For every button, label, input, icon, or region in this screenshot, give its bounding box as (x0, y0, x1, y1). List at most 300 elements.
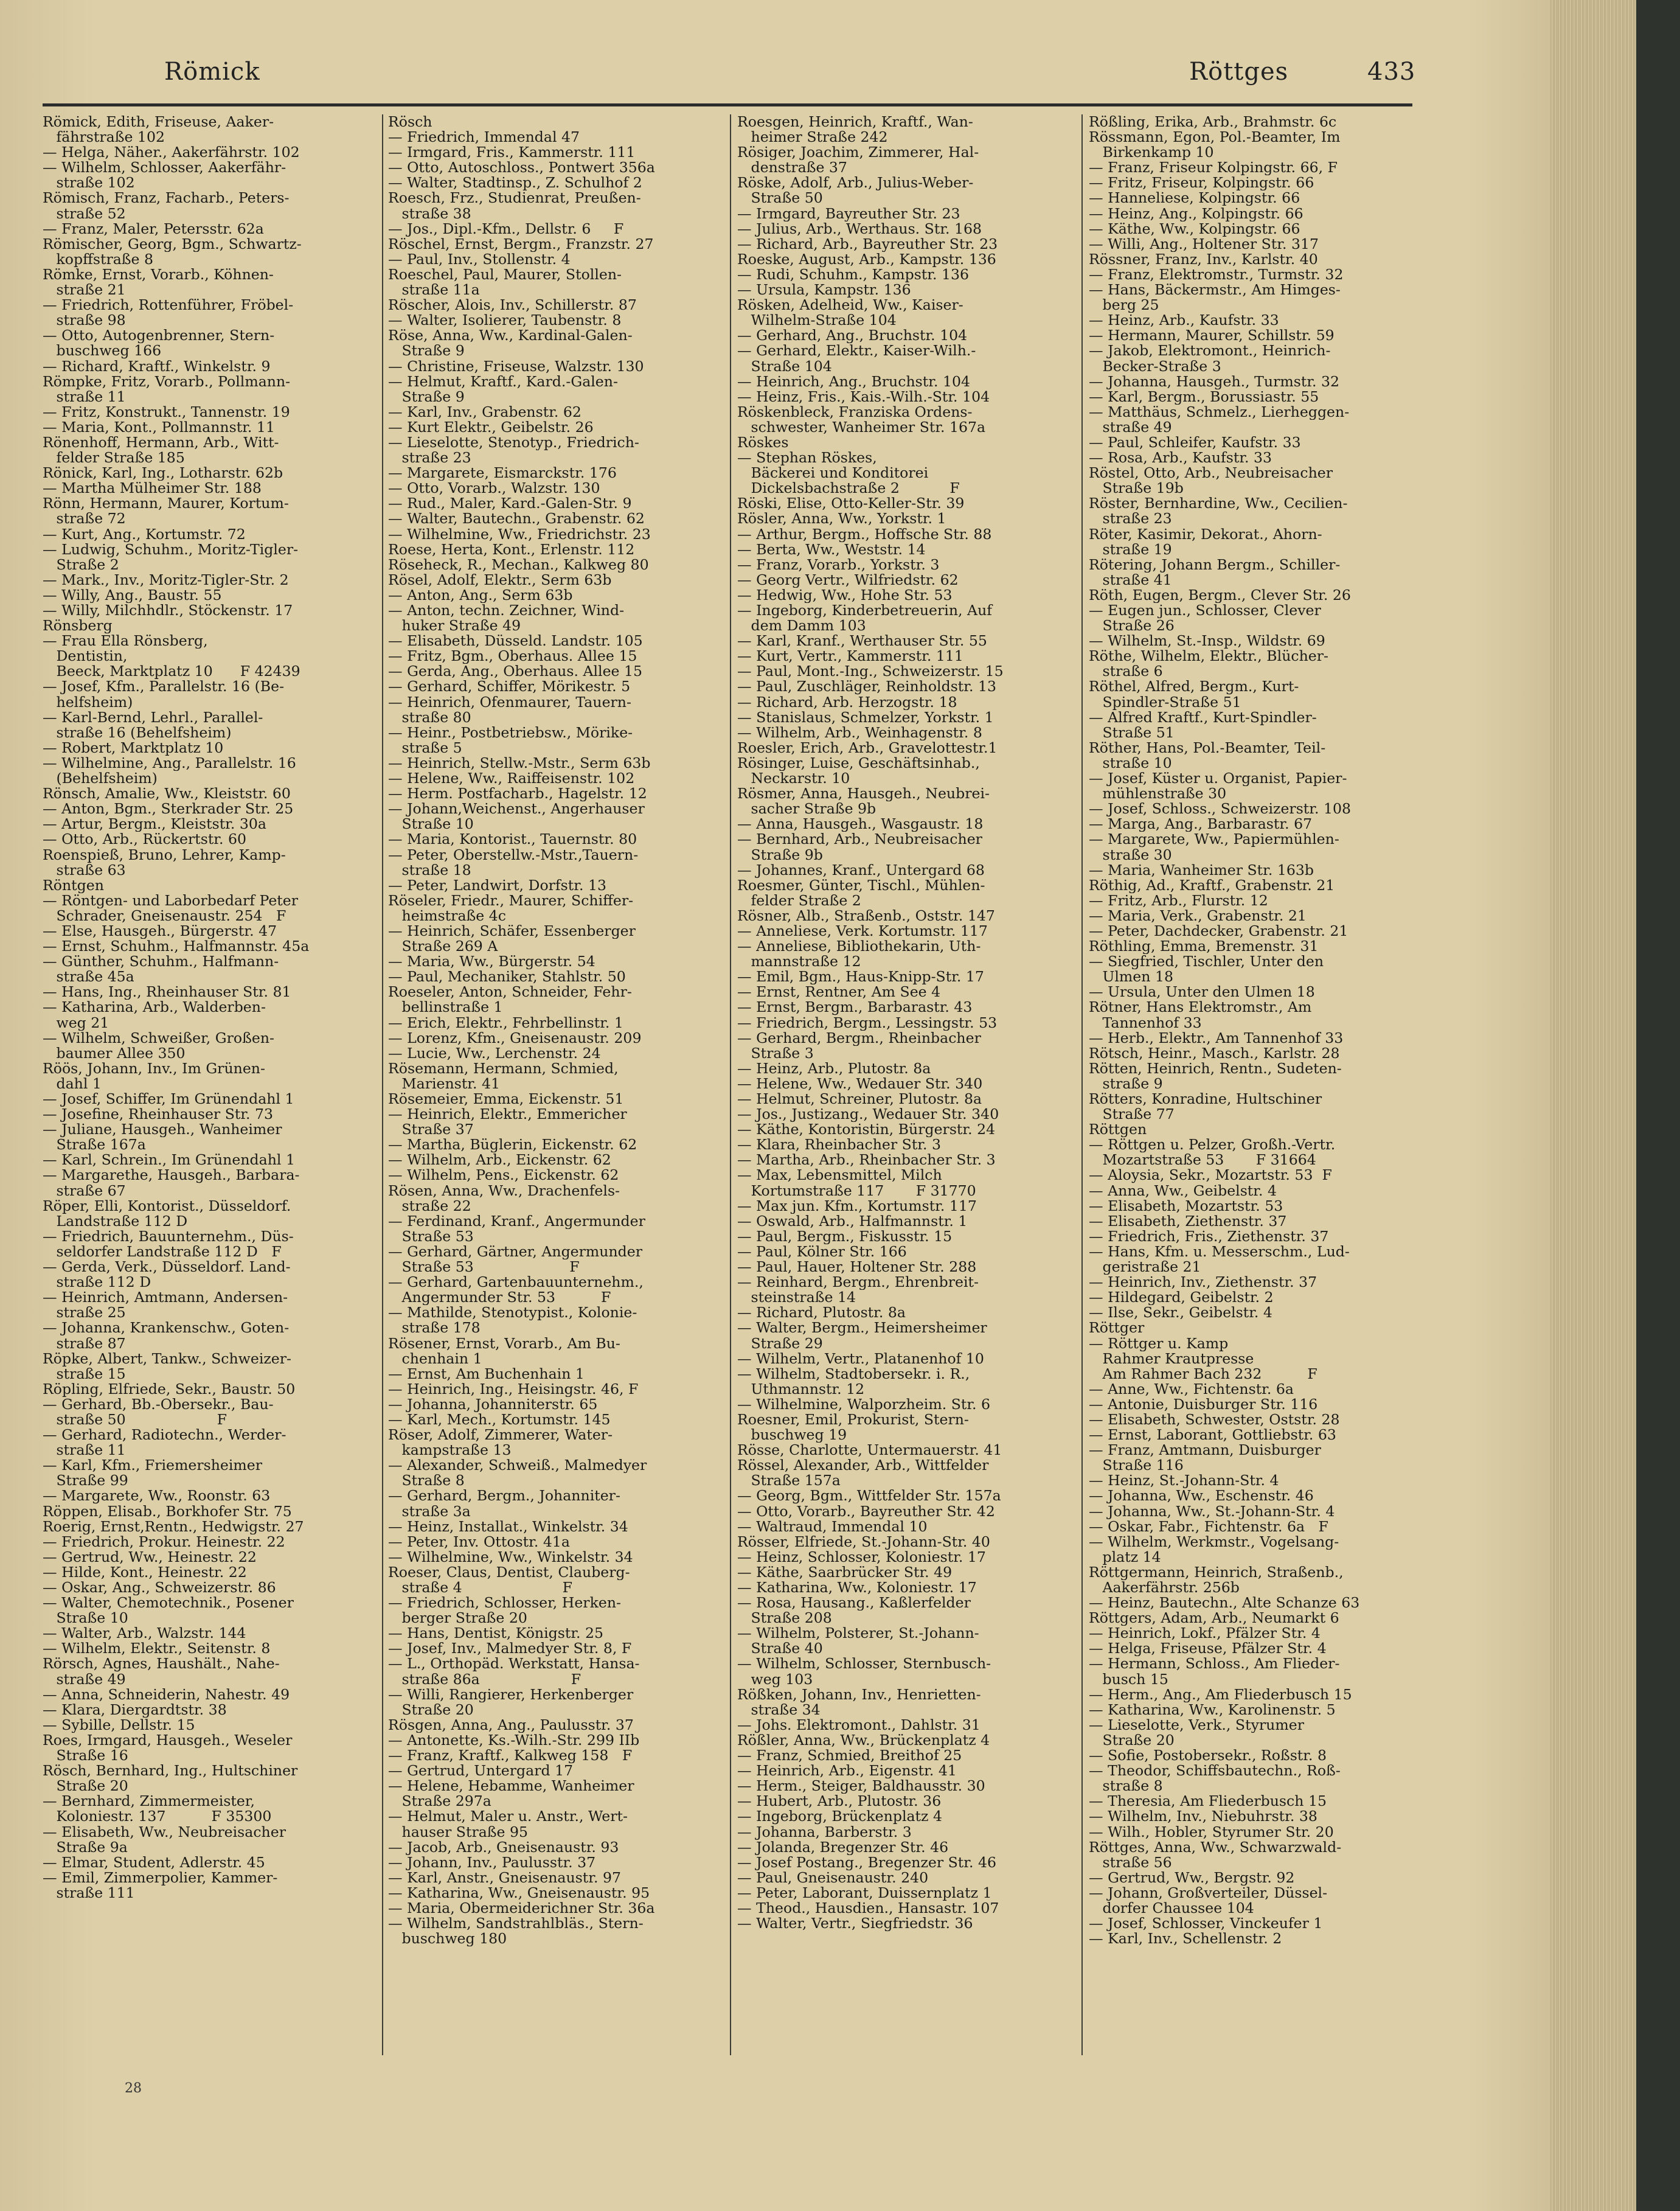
directory-entry-line: Straße 53 (388, 1228, 474, 1244)
directory-entry-line: — Hildegard, Geibelstr. 2 (1089, 1290, 1274, 1306)
directory-entry-line: Rönn, Hermann, Maurer, Kortum- (43, 496, 289, 512)
directory-entry-line: — Oswald, Arb., Halfmannstr. 1 (737, 1213, 968, 1229)
directory-entry-line: Roeske, August, Arb., Kampstr. 136 (737, 251, 996, 267)
directory-entry-line: Rösemeier, Emma, Eickenstr. 51 (388, 1092, 624, 1107)
directory-entry-line: Rösiger, Joachim, Zimmerer, Hal- (737, 145, 979, 161)
directory-entry-line: — Johanna, Hausgeh., Turmstr. 32 (1089, 374, 1340, 389)
directory-entry-line: — Josef, Schlosser, Vinckeufer 1 (1089, 1916, 1323, 1932)
directory-entry-line: — Wilhelm, Pens., Eickenstr. 62 (388, 1168, 619, 1183)
directory-column-2 (388, 114, 735, 1946)
directory-entry-line: — Peter, Landwirt, Dorfstr. 13 (388, 877, 606, 893)
directory-entry-line: straße 5 (388, 740, 462, 756)
directory-entry-line: — Hans, Bäckermstr., Am Himges- (1089, 282, 1341, 298)
directory-entry-line: — Marga, Ang., Barbarastr. 67 (1089, 817, 1313, 832)
directory-entry-line: bellinstraße 1 (388, 1000, 503, 1015)
directory-entry-line: — Walter, Vertr., Siegfriedstr. 36 (737, 1916, 973, 1932)
directory-entry-line: Straße 26 (1089, 618, 1175, 634)
directory-entry-line: Roese, Herta, Kont., Erlenstr. 112 (388, 541, 635, 557)
directory-entry-line: — Jakob, Elektromont., Heinrich- (1089, 343, 1331, 359)
directory-entry-line: Rötten, Heinrich, Rentn., Sudeten- (1089, 1060, 1342, 1076)
directory-entry-line: — Alexander, Schweiß., Malmedyer (388, 1458, 647, 1474)
directory-entry-line: Landstraße 112 D (43, 1213, 188, 1229)
directory-entry-line: Röschel, Ernst, Bergm., Franzstr. 27 (388, 236, 654, 252)
directory-entry-line: — Helmut, Schreiner, Plutostr. 8a (737, 1092, 982, 1107)
directory-entry-line: — Max, Lebensmittel, Milch (737, 1168, 942, 1183)
directory-entry-line: Roeseler, Anton, Schneider, Fehr- (388, 984, 632, 1000)
directory-entry-line: — Karl, Anstr., Gneisenaustr. 97 (388, 1870, 621, 1885)
directory-entry-line: — Karl, Bergm., Borussiastr. 55 (1089, 389, 1319, 405)
directory-entry-line: Röter, Kasimir, Dekorat., Ahorn- (1089, 526, 1322, 542)
directory-entry-line: — Max jun. Kfm., Kortumstr. 117 (737, 1198, 977, 1214)
directory-entry-line: Rösinger, Luise, Geschäftsinhab., (737, 755, 980, 771)
directory-entry-line: — Margarete, Ww., Papiermühlen- (1089, 832, 1339, 848)
directory-entry-line: straße 10 (1089, 755, 1172, 771)
directory-entry-line: straße 178 (388, 1320, 481, 1336)
directory-entry-line: straße 49 (1089, 419, 1172, 435)
directory-entry-line: buschweg 166 (43, 343, 162, 359)
directory-entry-line: — Karl, Kranf., Werthauser Str. 55 (737, 633, 987, 649)
directory-entry-line: — Josef, Inv., Malmedyer Str. 8, F (388, 1641, 632, 1657)
directory-entry-line: — Friedrich, Bauunternehm., Düs- (43, 1228, 294, 1244)
directory-entry-line: — Paul, Zuschläger, Reinholdstr. 13 (737, 679, 996, 695)
directory-entry-line: straße 98 (43, 313, 126, 329)
directory-entry-line: — Maria, Kont., Pollmannstr. 11 (43, 419, 275, 435)
directory-entry-line: — Richard, Arb., Bayreuther Str. 23 (737, 236, 998, 252)
directory-entry-line: — Reinhard, Bergm., Ehrenbreit- (737, 1275, 979, 1290)
directory-entry-line: Tannenhof 33 (1089, 1015, 1202, 1031)
directory-entry-line: — Friedrich, Bergm., Lessingstr. 53 (737, 1015, 998, 1031)
directory-entry-line: — Johs. Elektromont., Dahlstr. 31 (737, 1717, 981, 1733)
directory-entry-line: — Martha, Büglerin, Eickenstr. 62 (388, 1137, 637, 1153)
directory-entry-line: — Gerhard, Bergm., Johanniter- (388, 1488, 620, 1504)
directory-entry-line: Rösken, Adelheid, Ww., Kaiser- (737, 298, 963, 313)
directory-entry-line: weg 21 (43, 1015, 109, 1031)
directory-entry-line: — Wilhelm, Elektr., Seitenstr. 8 (43, 1641, 271, 1657)
directory-entry-line: Roesner, Emil, Prokurist, Stern- (737, 1412, 969, 1428)
directory-entry-line: — Lucie, Ww., Lerchenstr. 24 (388, 1045, 601, 1061)
directory-entry-line: — Helga, Friseuse, Pfälzer Str. 4 (1089, 1641, 1327, 1657)
directory-entry-line: straße 49 (43, 1671, 126, 1687)
directory-entry-line: Koloniestr. 137 F 35300 (43, 1809, 272, 1825)
directory-entry-line: — Heinrich, Ing., Heisingstr. 46, F (388, 1381, 639, 1397)
directory-entry-line: — Rosa, Arb., Kaufstr. 33 (1089, 450, 1272, 466)
directory-entry-line: — Jos., Dipl.-Kfm., Dellstr. 6 F (388, 221, 624, 237)
directory-entry-line: — Katharina, Ww., Koloniestr. 17 (737, 1580, 977, 1596)
directory-entry-line: — Ernst, Bergm., Barbarastr. 43 (737, 1000, 973, 1015)
directory-entry-line: straße 52 (43, 206, 126, 221)
directory-entry-line: Rösler, Anna, Ww., Yorkstr. 1 (737, 511, 946, 527)
directory-entry-line: — Paul, Mont.-Ing., Schweizerstr. 15 (737, 664, 1004, 680)
directory-entry-line: mannstraße 12 (737, 954, 861, 970)
directory-entry-line: — Wilhelm, Werkmstr., Vogelsang- (1089, 1534, 1339, 1550)
directory-entry-line: — Anna, Schneiderin, Nahestr. 49 (43, 1687, 290, 1702)
directory-entry-line: — Gertrud, Ww., Heinestr. 22 (43, 1549, 257, 1565)
directory-entry-line: Straße 19b (1089, 481, 1184, 496)
directory-entry-line: — Hermann, Maurer, Schillstr. 59 (1089, 328, 1335, 344)
directory-entry-line: straße 11a (388, 282, 480, 298)
directory-entry-line: baumer Allee 350 (43, 1045, 186, 1061)
directory-entry-line: — Franz, Schmied, Breithof 25 (737, 1748, 962, 1764)
directory-entry-line: — Antonie, Duisburger Str. 116 (1089, 1396, 1318, 1412)
directory-entry-line: Rötsch, Heinr., Masch., Karlstr. 28 (1089, 1045, 1340, 1061)
directory-entry-line: — Gerhard, Radiotechn., Werder- (43, 1427, 286, 1443)
directory-entry-line: Römke, Ernst, Vorarb., Köhnen- (43, 266, 274, 283)
directory-entry-line: — Walter, Stadtinsp., Z. Schulhof 2 (388, 175, 642, 191)
directory-entry-line: Röttgers, Adam, Arb., Neumarkt 6 (1089, 1610, 1339, 1626)
directory-entry-line: — Maria, Kontorist., Tauernstr. 80 (388, 832, 637, 848)
directory-entry-line: — Sofie, Postobersekr., Roßstr. 8 (1089, 1748, 1327, 1764)
directory-entry-line: geristraße 21 (1089, 1259, 1201, 1275)
directory-entry-line: Schrader, Gneisenaustr. 254 F (43, 908, 286, 924)
directory-entry-line: — Hilde, Kont., Heinestr. 22 (43, 1564, 247, 1580)
directory-entry-line: — Wilhelm, Schweißer, Großen- (43, 1030, 275, 1046)
header-left-keyword: Römick (164, 58, 260, 86)
directory-entry-line: Römischer, Georg, Bgm., Schwartz- (43, 236, 302, 252)
directory-entry-line: Röser, Adolf, Zimmerer, Water- (388, 1427, 613, 1443)
directory-entry-line: — Herb., Elektr., Am Tannenhof 33 (1089, 1030, 1344, 1046)
directory-entry-line: Wilhelm-Straße 104 (737, 313, 897, 329)
directory-entry-line: — Elisabeth, Ww., Neubreisacher (43, 1824, 286, 1840)
directory-entry-line: — Anne, Ww., Fichtenstr. 6a (1089, 1381, 1294, 1397)
directory-entry-line: — Herm. Postfacharb., Hagelstr. 12 (388, 786, 647, 802)
directory-entry-line: — Franz, Amtmann, Duisburger (1089, 1443, 1321, 1458)
directory-entry-line: Birkenkamp 10 (1089, 145, 1214, 161)
directory-entry-line: — Anneliese, Bibliothekarin, Uth- (737, 939, 981, 955)
directory-entry-line: chenhain 1 (388, 1351, 482, 1367)
directory-entry-line: straße 18 (388, 862, 471, 878)
directory-entry-line: — Josef, Küster u. Organist, Papier- (1089, 771, 1347, 787)
directory-entry-line: Dentistin, (43, 649, 128, 664)
directory-entry-line: — Herm., Ang., Am Fliederbusch 15 (1089, 1687, 1352, 1702)
directory-entry-line: — Klara, Diergardtstr. 38 (43, 1702, 227, 1718)
directory-entry-line: — Käthe, Ww., Kolpingstr. 66 (1089, 221, 1300, 237)
footer-mark: 28 (125, 2081, 142, 2096)
directory-entry-line: — Peter, Laborant, Duissernplatz 1 (737, 1885, 992, 1901)
directory-entry-line: — Käthe, Saarbrücker Str. 49 (737, 1564, 953, 1580)
directory-entry-line: — Hedwig, Ww., Hohe Str. 53 (737, 587, 953, 603)
directory-entry-line: Röther, Hans, Pol.-Beamter, Teil- (1089, 740, 1326, 756)
directory-entry-line: — Käthe, Kontoristin, Bürgerstr. 24 (737, 1122, 996, 1138)
directory-entry-line: Rössner, Franz, Inv., Karlstr. 40 (1089, 251, 1318, 267)
directory-entry-line: Straße 9b (737, 847, 823, 863)
directory-entry-line: — Franz, Friseur Kolpingstr. 66, F (1089, 160, 1338, 176)
directory-entry-line: platz 14 (1089, 1549, 1161, 1565)
directory-entry-line: — Irmgard, Fris., Kammerstr. 111 (388, 145, 636, 161)
directory-entry-line: — Friedrich, Immendal 47 (388, 130, 580, 145)
directory-entry-line: — Rosa, Hausang., Kaßlerfelder (737, 1595, 971, 1611)
directory-entry-line: — Wilhelm, Polsterer, St.-Johann- (737, 1626, 979, 1642)
book-cover-edge (1636, 0, 1680, 2211)
directory-entry-line: — Ludwig, Schuhm., Moritz-Tigler- (43, 541, 299, 557)
directory-entry-line: straße 34 (737, 1702, 821, 1718)
directory-entry-line: Roes, Irmgard, Hausgeh., Weseler (43, 1732, 293, 1749)
directory-entry-line: Straße 20 (1089, 1732, 1175, 1749)
directory-entry-line: — Martha, Arb., Rheinbacher Str. 3 (737, 1152, 996, 1168)
directory-entry-line: — Wilhelm, St.-Insp., Wildstr. 69 (1089, 633, 1325, 649)
directory-entry-line: — Ernst, Rentner, Am See 4 (737, 984, 941, 1000)
directory-entry-line: kampstraße 13 (388, 1443, 512, 1458)
directory-entry-line: Röse, Anna, Ww., Kardinal-Galen- (388, 328, 633, 344)
directory-entry-line: Straße 8 (388, 1473, 465, 1489)
directory-entry-line: Straße 53 F (388, 1259, 580, 1275)
directory-entry-line: — Margarethe, Hausgeh., Barbara- (43, 1168, 300, 1183)
directory-entry-line: — Artur, Bergm., Kleiststr. 30a (43, 817, 266, 832)
directory-entry-line: — Lieselotte, Stenotyp., Friedrich- (388, 434, 639, 451)
directory-entry-line: Aakerfährstr. 256b (1089, 1580, 1240, 1596)
directory-entry-line: — Johanna, Ww., St.-Johann-Str. 4 (1089, 1503, 1335, 1519)
directory-entry-line: — Ernst, Am Buchenhain 1 (388, 1366, 585, 1382)
directory-entry-line: — Ingeborg, Brückenplatz 4 (737, 1809, 942, 1825)
directory-entry-line: — Heinrich, Stellw.-Mstr., Serm 63b (388, 755, 651, 771)
directory-entry-line: Rösgen, Anna, Ang., Paulusstr. 37 (388, 1717, 634, 1733)
directory-entry-line: — Martha Mülheimer Str. 188 (43, 481, 262, 496)
directory-entry-line: — Heinz, Bautechn., Alte Schanze 63 (1089, 1595, 1360, 1611)
directory-entry-line: straße 112 D (43, 1275, 151, 1290)
directory-entry-line: — Hermann, Schloss., Am Flieder- (1089, 1656, 1340, 1672)
directory-entry-line: berger Straße 20 (388, 1610, 527, 1626)
directory-entry-line: Am Rahmer Bach 232 F (1089, 1366, 1317, 1382)
directory-column-1 (43, 114, 389, 1901)
directory-entry-line: straße 102 (43, 175, 135, 191)
directory-entry-line: straße 67 (43, 1183, 126, 1199)
directory-entry-line: — Sybille, Dellstr. 15 (43, 1717, 195, 1733)
directory-entry-line: — Otto, Autogenbrenner, Stern- (43, 328, 275, 344)
directory-entry-line: — Stanislaus, Schmelzer, Yorkstr. 1 (737, 709, 994, 725)
header-right-keyword: Röttges (1189, 58, 1289, 86)
directory-entry-line: Kortumstraße 117 F 31770 (737, 1183, 976, 1199)
directory-entry-line: — Christine, Friseuse, Walzstr. 130 (388, 358, 644, 374)
directory-entry-line: Rösser, Elfriede, St.-Johann-Str. 40 (737, 1534, 990, 1550)
directory-entry-line: — Juliane, Hausgeh., Wanheimer (43, 1122, 282, 1138)
directory-entry-line: — Gerda, Ang., Oberhaus. Allee 15 (388, 664, 643, 680)
directory-entry-line: Röper, Elli, Kontorist., Düsseldorf. (43, 1198, 291, 1214)
directory-entry-line: Röster, Bernhardine, Ww., Cecilien- (1089, 496, 1348, 512)
directory-entry-line: Beeck, Marktplatz 10 F 42439 (43, 664, 300, 680)
directory-column-4 (1089, 114, 1422, 1946)
directory-entry-line: weg 103 (737, 1671, 813, 1687)
directory-entry-line: — Johanna, Krankenschw., Goten- (43, 1320, 290, 1336)
directory-entry-line: — Anton, Ang., Serm 63b (388, 587, 573, 603)
directory-entry-line: Straße 104 (737, 358, 832, 374)
directory-entry-line: — Helga, Näher., Aakerfährstr. 102 (43, 145, 300, 161)
directory-entry-line: Rönsch, Amalie, Ww., Kleiststr. 60 (43, 786, 291, 802)
directory-entry-line: buschweg 19 (737, 1427, 847, 1443)
directory-entry-line: — Gerda, Verk., Düsseldorf. Land- (43, 1259, 291, 1275)
directory-entry-line: — Bernhard, Arb., Neubreisacher (737, 832, 982, 848)
directory-entry-line: — Ursula, Unter den Ulmen 18 (1089, 984, 1315, 1000)
directory-entry-line: — Karl, Inv., Grabenstr. 62 (388, 404, 581, 420)
directory-entry-line: Rörsch, Agnes, Haushält., Nahe- (43, 1656, 280, 1672)
directory-entry-line: — Otto, Vorarb., Bayreuther Str. 42 (737, 1503, 995, 1519)
directory-entry-line: — Josef, Schloss., Schweizerstr. 108 (1089, 801, 1352, 817)
directory-entry-line: — Robert, Marktplatz 10 (43, 740, 224, 756)
directory-entry-line: — Elisabeth, Düsseld. Landstr. 105 (388, 633, 643, 649)
directory-entry-line: Straße 208 (737, 1610, 832, 1626)
directory-entry-line: straße 6 (1089, 664, 1163, 680)
directory-entry-line: — Hanneliese, Kolpingstr. 66 (1089, 190, 1300, 206)
directory-entry-line: Rösner, Alb., Straßenb., Oststr. 147 (737, 908, 995, 924)
directory-entry-line: — Richard, Plutostr. 8a (737, 1305, 906, 1321)
directory-entry-line: — Theod., Hausdien., Hansastr. 107 (737, 1900, 999, 1917)
directory-entry-line: Straße 29 (737, 1335, 823, 1351)
directory-entry-line: Röseler, Friedr., Maurer, Schiffer- (388, 893, 634, 908)
directory-entry-line: — Gerhard, Gartenbauunternehm., (388, 1275, 644, 1290)
directory-entry-line: straße 3a (388, 1503, 471, 1519)
directory-entry-line: Straße 2 (43, 557, 119, 573)
directory-entry-line: Rösch, Bernhard, Ing., Hultschiner (43, 1763, 298, 1779)
directory-entry-line: — Hans, Kfm. u. Messerschm., Lud- (1089, 1244, 1350, 1260)
directory-entry-line: Rötering, Johann Bergm., Schiller- (1089, 557, 1341, 573)
directory-entry-line: straße 15 (43, 1366, 126, 1382)
directory-entry-line: — Waltraud, Immendal 10 (737, 1519, 928, 1534)
directory-entry-line: — Josefine, Rheinhauser Str. 73 (43, 1107, 274, 1123)
directory-entry-line: straße 8 (1089, 1778, 1163, 1794)
directory-entry-line: Röski, Elise, Otto-Keller-Str. 39 (737, 496, 965, 512)
directory-entry-line: Röskenbleck, Franziska Ordens- (737, 404, 973, 420)
directory-entry-line: Röske, Adolf, Arb., Julius-Weber- (737, 175, 974, 191)
directory-entry-line: — Ilse, Sekr., Geibelstr. 4 (1089, 1305, 1272, 1321)
directory-entry-line: — Heinrich, Amtmann, Andersen- (43, 1290, 288, 1306)
directory-entry-line: — Mark., Inv., Moritz-Tigler-Str. 2 (43, 572, 289, 588)
directory-entry-line: — Walter, Bautechn., Grabenstr. 62 (388, 511, 645, 527)
directory-entry-line: — Arthur, Bergm., Hoffsche Str. 88 (737, 526, 992, 542)
directory-entry-line: — Ernst, Laborant, Gottliebstr. 63 (1089, 1427, 1336, 1443)
directory-entry-line: — Maria, Verk., Grabenstr. 21 (1089, 908, 1307, 924)
directory-entry-line: — Julius, Arb., Werthaus. Str. 168 (737, 221, 982, 237)
directory-entry-line: — Heinrich, Elektr., Emmericher (388, 1107, 627, 1123)
directory-entry-line: — Wilhelm, Sandstrahlbläs., Stern- (388, 1916, 644, 1932)
directory-entry-line: busch 15 (1089, 1671, 1168, 1687)
directory-entry-line: — Alfred Kraftf., Kurt-Spindler- (1089, 709, 1317, 725)
directory-entry-line: — Rud., Maler, Kard.-Galen-Str. 9 (388, 496, 632, 512)
directory-entry-line: — Gerhard, Schiffer, Mörikestr. 5 (388, 679, 631, 695)
directory-entry-line: Straße 3 (737, 1045, 814, 1061)
directory-entry-line: Rößken, Johann, Inv., Henrietten- (737, 1687, 981, 1702)
directory-entry-line: helfsheim) (43, 694, 133, 710)
directory-entry-line: — Willy, Ang., Baustr. 55 (43, 587, 222, 603)
directory-entry-line: — Heinz, Schlosser, Koloniestr. 17 (737, 1549, 986, 1565)
directory-entry-line: — Maria, Obermeiderichner Str. 36a (388, 1900, 655, 1917)
directory-entry-line: straße 11 (43, 1443, 126, 1458)
directory-entry-line: Röthling, Emma, Bremenstr. 31 (1089, 939, 1319, 955)
directory-entry-line: — Walter, Isolierer, Taubenstr. 8 (388, 313, 622, 329)
directory-entry-line: Straße 157a (737, 1473, 841, 1489)
directory-entry-line: — Katharina, Ww., Karolinenstr. 5 (1089, 1702, 1336, 1718)
directory-entry-line: — Heinz, Ang., Kolpingstr. 66 (1089, 206, 1303, 221)
directory-entry-line: Römisch, Franz, Facharb., Peters- (43, 190, 290, 206)
directory-entry-line: kopffstraße 8 (43, 251, 154, 267)
directory-entry-line: Bäckerei und Konditorei (737, 465, 929, 481)
directory-entry-line: — Maria, Wanheimer Str. 163b (1089, 862, 1314, 878)
directory-entry-line: Straße 77 (1089, 1107, 1175, 1123)
directory-entry-line: — Franz, Kraftf., Kalkweg 158 F (388, 1748, 633, 1764)
directory-entry-line: dorfer Chaussee 104 (1089, 1900, 1254, 1917)
directory-entry-line: — Margarete, Eismarckstr. 176 (388, 465, 617, 481)
directory-entry-line: fährstraße 102 (43, 130, 165, 145)
directory-entry-line: — Peter, Inv. Ottostr. 41a (388, 1534, 570, 1550)
directory-entry-line: Uthmannstr. 12 (737, 1381, 865, 1397)
directory-entry-line: straße 23 (388, 450, 471, 466)
directory-entry-line: Straße 50 (737, 190, 823, 206)
directory-entry-line: hauser Straße 95 (388, 1824, 529, 1840)
directory-entry-line: Becker-Straße 3 (1089, 358, 1221, 374)
directory-entry-line: — Josef, Kfm., Parallelstr. 16 (Be- (43, 679, 285, 695)
directory-entry-line: — Heinz, Installat., Winkelstr. 34 (388, 1519, 628, 1534)
directory-entry-line: straße 23 (1089, 511, 1172, 527)
directory-entry-line: — Wilhelmine, Ang., Parallelstr. 16 (43, 755, 296, 771)
directory-entry-line: — Antonette, Ks.-Wilh.-Str. 299 IIb (388, 1732, 640, 1749)
directory-entry-line: Röttger (1089, 1320, 1145, 1336)
directory-entry-line: — Paul, Gneisenaustr. 240 (737, 1870, 929, 1885)
directory-entry-line: steinstraße 14 (737, 1290, 856, 1306)
directory-entry-line: Röttgermann, Heinrich, Straßenb., (1089, 1564, 1344, 1580)
directory-entry-line: — Helene, Ww., Raiffeisenstr. 102 (388, 771, 635, 787)
directory-entry-line: Roesler, Erich, Arb., Gravelottestr.1 (737, 740, 998, 756)
directory-entry-line: — Maria, Ww., Bürgerstr. 54 (388, 954, 595, 970)
directory-entry-line: — Wilh., Hobler, Styrumer Str. 20 (1089, 1824, 1334, 1840)
directory-entry-line: felder Straße 2 (737, 893, 861, 908)
directory-entry-line: — Herm., Steiger, Baldhausstr. 30 (737, 1778, 985, 1794)
directory-entry-line: — Rudi, Schuhm., Kampstr. 136 (737, 266, 970, 283)
directory-entry-line: — Wilhelmine, Ww., Friedrichstr. 23 (388, 526, 651, 542)
directory-entry-line: — Friedrich, Prokur. Heinestr. 22 (43, 1534, 285, 1550)
directory-entry-line: — Helene, Hebamme, Wanheimer (388, 1778, 634, 1794)
directory-entry-line: — Heinz, St.-Johann-Str. 4 (1089, 1473, 1279, 1489)
directory-entry-line: seldorfer Landstraße 112 D F (43, 1244, 282, 1260)
directory-entry-line: Röscher, Alois, Inv., Schillerstr. 87 (388, 298, 637, 313)
directory-entry-line: — Josef Postang., Bregenzer Str. 46 (737, 1854, 996, 1870)
directory-entry-line: — Johanna, Barberstr. 3 (737, 1824, 912, 1840)
directory-entry-line: Straße 10 (388, 817, 474, 832)
directory-entry-line: Rössmann, Egon, Pol.-Beamter, Im (1089, 130, 1341, 145)
directory-entry-line: Römick, Edith, Friseuse, Aaker- (43, 114, 274, 130)
directory-entry-line: mühlenstraße 30 (1089, 786, 1227, 802)
directory-entry-line: heimer Straße 242 (737, 130, 888, 145)
directory-entry-line: — Helene, Ww., Wedauer Str. 340 (737, 1076, 983, 1092)
directory-entry-line: — Friedrich, Schlosser, Herken- (388, 1595, 622, 1611)
directory-entry-line: — Elisabeth, Schwester, Oststr. 28 (1089, 1412, 1340, 1428)
directory-entry-line: — Lieselotte, Verk., Styrumer (1089, 1717, 1304, 1733)
directory-entry-line: Rößler, Anna, Ww., Brückenplatz 4 (737, 1732, 990, 1749)
directory-entry-line: — Peter, Dachdecker, Grabenstr. 21 (1089, 923, 1349, 939)
directory-entry-line: — Theodor, Schiffsbautechn., Roß- (1089, 1763, 1341, 1779)
directory-entry-line: — Ursula, Kampstr. 136 (737, 282, 911, 298)
directory-entry-line: — Berta, Ww., Weststr. 14 (737, 541, 926, 557)
directory-entry-line: — Franz, Maler, Petersstr. 62a (43, 221, 264, 237)
directory-entry-line: heimstraße 4c (388, 908, 506, 924)
directory-entry-line: straße 63 (43, 862, 126, 878)
directory-entry-line: straße 72 (43, 511, 126, 527)
directory-entry-line: — Anna, Hausgeh., Wasgaustr. 18 (737, 817, 984, 832)
directory-entry-line: — Karl, Inv., Schellenstr. 2 (1089, 1931, 1282, 1947)
directory-entry-line: Straße 99 (43, 1473, 128, 1489)
directory-entry-line: — Georg, Bgm., Wittfelder Str. 157a (737, 1488, 1001, 1504)
directory-entry-line: — Gerhard, Bb.-Obersekr., Bau- (43, 1396, 274, 1412)
directory-entry-line: — Katharina, Arb., Walderben- (43, 1000, 266, 1015)
directory-entry-line: straße 30 (1089, 847, 1172, 863)
directory-entry-line: Straße 20 (43, 1778, 128, 1794)
directory-entry-line: — Johannes, Kranf., Untergard 68 (737, 862, 985, 878)
directory-entry-line: — Oskar, Ang., Schweizerstr. 86 (43, 1580, 276, 1596)
directory-entry-line: — Johann, Großverteiler, Düssel- (1089, 1885, 1328, 1901)
directory-entry-line: Roerig, Ernst,Rentn., Hedwigstr. 27 (43, 1519, 304, 1534)
directory-entry-line: denstraße 37 (737, 160, 847, 176)
directory-entry-line: — Helmut, Maler u. Anstr., Wert- (388, 1809, 628, 1825)
directory-entry-line: straße 50 F (43, 1412, 227, 1428)
directory-entry-line: — Walter, Bergm., Heimersheimer (737, 1320, 987, 1336)
directory-entry-line: — Paul, Mechaniker, Stahlstr. 50 (388, 969, 626, 985)
directory-entry-line: — Matthäus, Schmelz., Lierheggen- (1089, 404, 1350, 420)
